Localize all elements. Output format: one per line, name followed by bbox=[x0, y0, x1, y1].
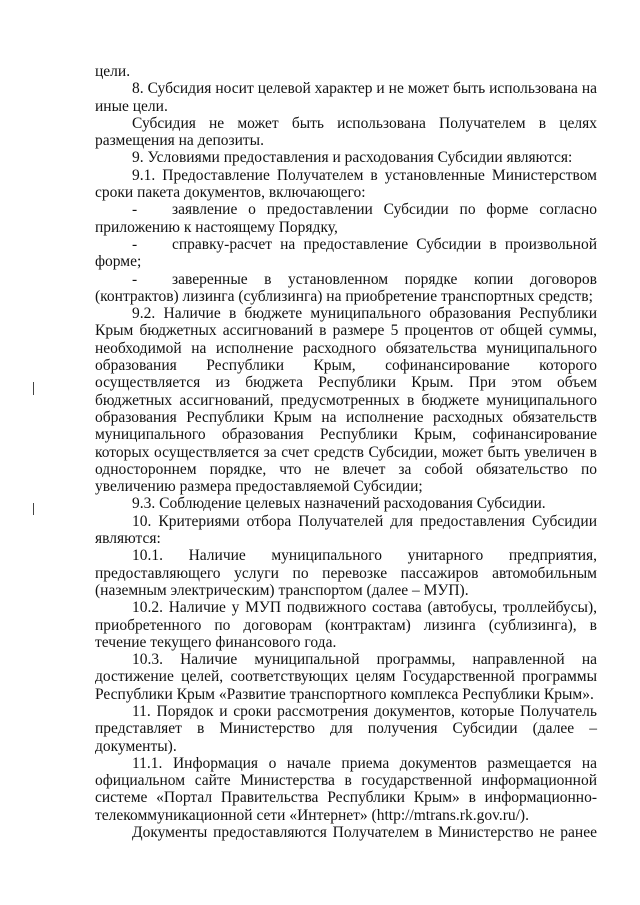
list-dash: - bbox=[132, 270, 138, 288]
paragraph-10: 10. Критериями отбора Получателей для предоставления Субсидии являются: bbox=[95, 512, 597, 548]
paragraph-10-3: 10.3. Наличие муниципальной программы, направленной на достижение целей, соответствующих целям Государственной программы Республики Крым «Развитие транспортного комплекса Республики Крым». bbox=[95, 651, 597, 703]
document-body bbox=[95, 63, 597, 841]
paragraph-10-1: 10.1. Наличие муниципального унитарного предприятия, предоставляющего услуги по перевозке пассажиров автомобильным (наземным электрическим) транспортом (далее – МУП). bbox=[95, 547, 597, 599]
paragraph-9: 9. Условиями предоставления и расходования Субсидии являются: bbox=[132, 149, 573, 167]
list-item-text: заявление о предоставлении Субсидии по форме согласно приложению к настоящему Порядку, bbox=[95, 201, 597, 236]
paragraph-11-1: 11.1. Информация о начале приема документов размещается на официальном сайте Министерства в государственной информационной системе «Портал Правительства Республики Крым» в информационно-телекоммуникационной сети «Интернет» (http://mtrans.rk.gov.ru/). bbox=[95, 754, 597, 824]
paragraph-9-1: 9.1. Предоставление Получателем в установленные Министерством сроки пакета документов, включающего: bbox=[95, 166, 597, 202]
paragraph-continuation: цели. bbox=[95, 63, 131, 80]
scan-artifact-mark bbox=[33, 382, 34, 395]
list-dash: - bbox=[132, 235, 138, 253]
paragraph-11: 11. Порядок и сроки рассмотрения документов, которые Получатель представляет в Министерство для получения Субсидии (далее – документы). bbox=[95, 702, 597, 755]
list-item-text: справку-расчет на предоставление Субсидии в произвольной форме; bbox=[95, 235, 597, 271]
list-item-calculation bbox=[95, 236, 597, 271]
paragraph-8-deposit: Субсидия не может быть использована Получателем в целях размещения на депозиты. bbox=[95, 114, 597, 150]
paragraph-9-2: 9.2. Наличие в бюджете муниципального образования Республики Крым бюджетных ассигнований в размере 5 процентов от общей суммы, необходимой на исполнение расходного обязательства муниципального образования Республики Крым, софинансирование которого осуществляется из бюджета Республики Крым. При этом объем бюджетных ассигнований, предусмотренных в бюджете муниципального образования Республики Крым на исполнение расходных обязательств муниципального образования Республики Крым, софинансирование которых осуществляется за счет средств Субсидии, может быть увеличен в одностороннем порядке, что не влечет за собой обязательство по увеличению размера предоставляемой Субсидии; bbox=[95, 305, 597, 496]
list-dash: - bbox=[132, 201, 138, 219]
paragraph-8: 8. Субсидия носит целевой характер и не может быть использована на иные цели. bbox=[95, 80, 597, 115]
list-item-text: заверенные в установленном порядке копии договоров (контрактов) лизинга (сублизинга) на приобретение транспортных средств; bbox=[95, 270, 597, 305]
list-item-application bbox=[95, 201, 597, 236]
paragraph-9-3: 9.3. Соблюдение целевых назначений расходования Субсидии. bbox=[132, 495, 546, 513]
list-item-contracts bbox=[95, 271, 597, 306]
paragraph-10-2: 10.2. Наличие у МУП подвижного состава (автобусы, троллейбусы), приобретенного по договорам (контрактам) лизинга (сублизинга), в течение текущего финансового года. bbox=[95, 599, 597, 651]
scan-artifact-mark bbox=[33, 503, 34, 515]
paragraph-documents-submission: Документы предоставляются Получателем в Министерство не ранее bbox=[132, 824, 597, 842]
